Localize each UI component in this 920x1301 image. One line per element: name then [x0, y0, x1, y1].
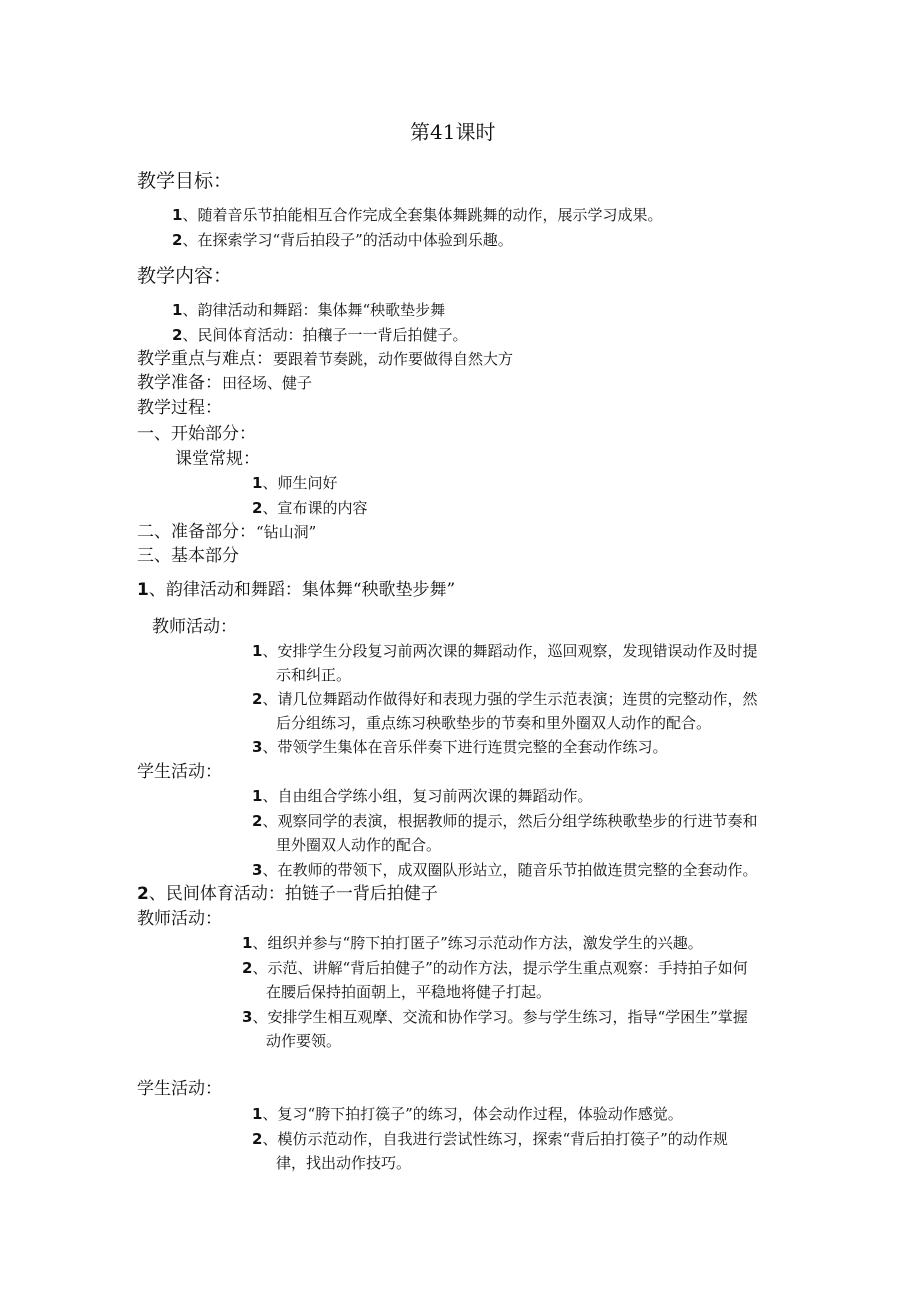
content-item: 2、民间体育活动：拍穰子一一背后拍健子。 [172, 326, 468, 344]
objective-item: 2、在探索学习“背后拍段子”的活动中体验到乐趣。 [172, 231, 513, 249]
section1-teacher-heading: 教师活动： [152, 617, 237, 637]
content-item: 1、韵律活动和舞蹈：集体舞“秧歌垫步舞 [172, 301, 446, 319]
teacher-item-cont: 在腰后保持拍面朝上，平稳地将健子打起。 [266, 983, 552, 1001]
objectives-heading: 教学目标： [137, 170, 233, 192]
teacher-item: 2、示范、讲解“背后拍健子”的动作方法，提示学生重点观察：手持拍子如何 [242, 959, 748, 977]
content-heading: 教学内容： [137, 265, 233, 287]
key-points: 教学重点与难点：要跟着节奏跳，动作要做得自然大方 [137, 349, 514, 369]
section2-student-heading: 学生活动： [137, 1079, 222, 1099]
teacher-item: 1、安排学生分段复习前两次课的舞蹈动作，巡回观察，发现错误动作及时提 [252, 642, 758, 660]
teacher-item: 1、组织并参与“胯下拍打匿子”练习示范动作方法，激发学生的兴趣。 [242, 934, 703, 952]
section2-teacher-heading: 教师活动： [137, 909, 222, 929]
student-item: 3、在教师的带领下，成双圈队形站立，随音乐节拍做连贯完整的全套动作。 [252, 861, 758, 879]
teacher-item: 3、安排学生相互观摩、交流和协作学习。参与学生练习，指导“学困生”掌握 [242, 1008, 748, 1026]
student-item-cont: 律，找出动作技巧。 [276, 1154, 412, 1172]
section1-title: 1、韵律活动和舞蹈：集体舞“秧歌垫步舞” [137, 580, 456, 600]
student-item: 2、模仿示范动作，自我进行尝试性练习，探索“背后拍打篌子”的动作规 [252, 1130, 728, 1148]
part1-item: 1、师生问好 [252, 474, 338, 492]
page-title: 第41课时 [410, 120, 496, 144]
student-item: 1、自由组合学练小组，复习前两次课的舞蹈动作。 [252, 787, 593, 805]
student-item: 2、观察同学的表演，根据教师的提示，然后分组学练秧歌垫步的行进节奏和 [252, 812, 758, 830]
part1-heading: 一、开始部分： [137, 424, 256, 444]
section2-title: 2、民间体育活动：拍链子一背后拍健子 [137, 884, 438, 904]
part1-item: 2、宣布课的内容 [252, 499, 368, 517]
preparation: 教学准备：田径场、健子 [137, 373, 313, 393]
section1-student-heading: 学生活动： [137, 762, 222, 782]
student-item-cont: 里外圈双人动作的配合。 [276, 836, 442, 854]
objective-item: 1、随着音乐节拍能相互合作完成全套集体舞跳舞的动作，展示学习成果。 [172, 206, 663, 224]
part3-heading: 三、基本部分 [137, 546, 239, 566]
process-heading: 教学过程： [137, 398, 222, 418]
part2: 二、准备部分：“钻山洞” [137, 522, 317, 542]
teacher-item: 3、带领学生集体在音乐伴奏下进行连贯完整的全套动作练习。 [252, 738, 668, 756]
student-item: 1、复习“胯下拍打篌子”的练习，体会动作过程，体验动作感觉。 [252, 1105, 683, 1123]
teacher-item-cont: 动作要领。 [266, 1032, 342, 1050]
teacher-item: 2、请几位舞蹈动作做得好和表现力强的学生示范表演；连贯的完整动作，然 [252, 690, 758, 708]
teacher-item-cont: 后分组练习，重点练习秧歌垫步的节奏和里外圈双人动作的配合。 [276, 714, 712, 732]
teacher-item-cont: 示和纠正。 [276, 666, 352, 684]
part1-sub: 课堂常规： [175, 449, 260, 469]
